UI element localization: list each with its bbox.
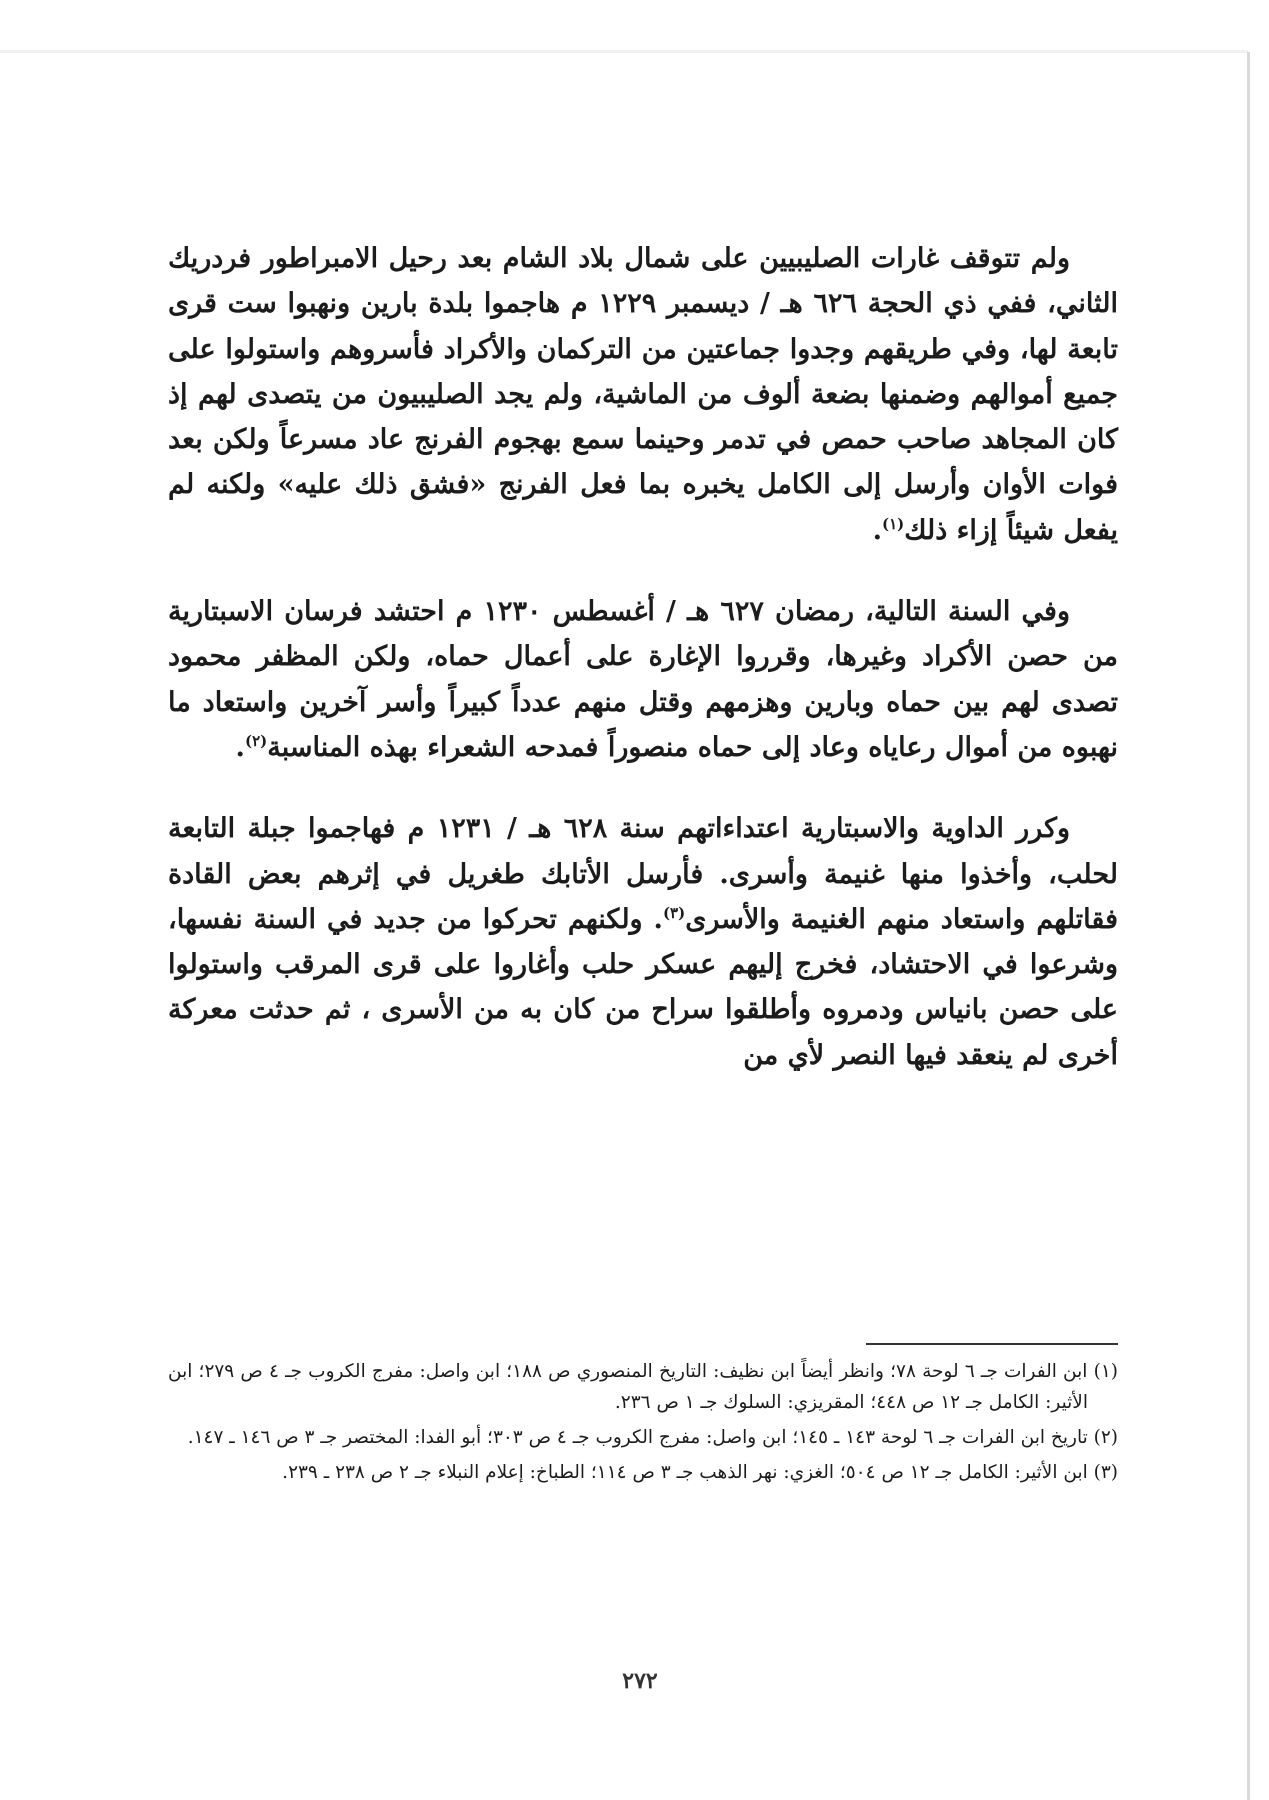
footnote-2: (٢) تاريخ ابن الفرات جـ ٦ لوحة ١٤٣ ـ ١٤٥؛ ابن واصل: مفرج الكروب جـ ٤ ص ٣٠٣؛ أبو الفدا: المختصر جـ ٣ ص ١٤٦ ـ ١٤٧. — [187, 1427, 1118, 1448]
footnote-3: (٣) ابن الأثير: الكامل جـ ١٢ ص ٥٠٤؛ الغزي: نهر الذهب جـ ٣ ص ١١٤؛ الطباخ: إعلام النبلاء جـ ٢ ص ٢٣٨ ـ ٢٣٩. — [282, 1462, 1118, 1483]
footnote-ref-2[interactable]: (٢) — [244, 731, 268, 750]
page-edge-top — [0, 50, 1248, 53]
footnote-divider — [866, 1343, 1118, 1345]
paragraph-3: وكرر الداوية والاسبتارية اعتداءاتهم سنة ٦٢٨ هـ / ١٢٣١ م فهاجموا جبلة التابعة لحلب، وأخذوا منها غنيمة وأسرى. فأرسل الأتابك طغريل في إثرهم بعض القادة فقاتلهم واستعاد منهم الغنيمة والأسرى$^{(٣)}$. ولكنهم تحركوا من جديد في السنة نفسها، وشرعوا في الاحتشاد، فخرج إليهم عسكر حلب وأغاروا على قرى المرقب واستولوا على حصن بانياس ودمروه وأطلقوا سراح من كان به من الأسرى ، ثم حدثت معركة أخرى لم ينعقد فيها النصر لأي من — [168, 813, 1118, 1071]
footnote-ref-1[interactable]: (١) — [881, 514, 905, 533]
footnote-ref-3[interactable]: (٣) — [662, 903, 686, 922]
paragraph-1: ولم تتوقف غارات الصليبيين على شمال بلاد الشام بعد رحيل الامبراطور فردريك الثاني، ففي ذي الحجة ٦٢٦ هـ / ديسمبر ١٢٢٩ م هاجموا بلدة بارين ونهبوا ست قرى تابعة لها، وفي طريقهم وجدوا جماعتين من التركمان والأكراد فأسروهم واستولوا على جميع أموالهم وضمنها بضعة ألوف من الماشية، ولم يجد الصليبيون من يتصدى لهم إذ كان المجاهد صاحب حمص في تدمر وحينما سمع بهجوم الفرنج عاد مسرعاً ولكن بعد فوات الأوان وأرسل إلى الكامل يخبره بما فعل الفرنج «فشق ذلك عليه» ولكنه لم يفعل شيئاً إزاء ذلك$^{(١)}$. — [168, 243, 1118, 546]
main-text — [168, 236, 1118, 1078]
paragraph-2: وفي السنة التالية، رمضان ٦٢٧ هـ / أغسطس ١٢٣٠ م احتشد فرسان الاسبتارية من حصن الأكراد وغيرها، وقرروا الإغارة على أعمال حماه، ولكن المظفر محمود تصدى لهم بين حماه وبارين وهزمهم وقتل منهم عدداً كبيراً وأسر آخرين واستعاد ما نهبوه من أموال رعاياه وعاد إلى حماه منصوراً فمدحه الشعراء بهذه المناسبة$^{(٢)}$. — [168, 596, 1118, 763]
footnote-1: (١) ابن الفرات جـ ٦ لوحة ٧٨؛ وانظر أيضاً ابن نظيف: التاريخ المنصوري ص ١٨٨؛ ابن واصل: مفرج الكروب جـ ٤ ص ٢٧٩؛ ابن الأثير: الكامل جـ ١٢ ص ٤٤٨؛ المقريزي: السلوك جـ ١ ص ٢٣٦. — [168, 1361, 1118, 1413]
page-number: ٢٧٢ — [622, 1668, 658, 1694]
page-edge-right — [1247, 52, 1250, 1800]
footnotes — [168, 1356, 1118, 1492]
